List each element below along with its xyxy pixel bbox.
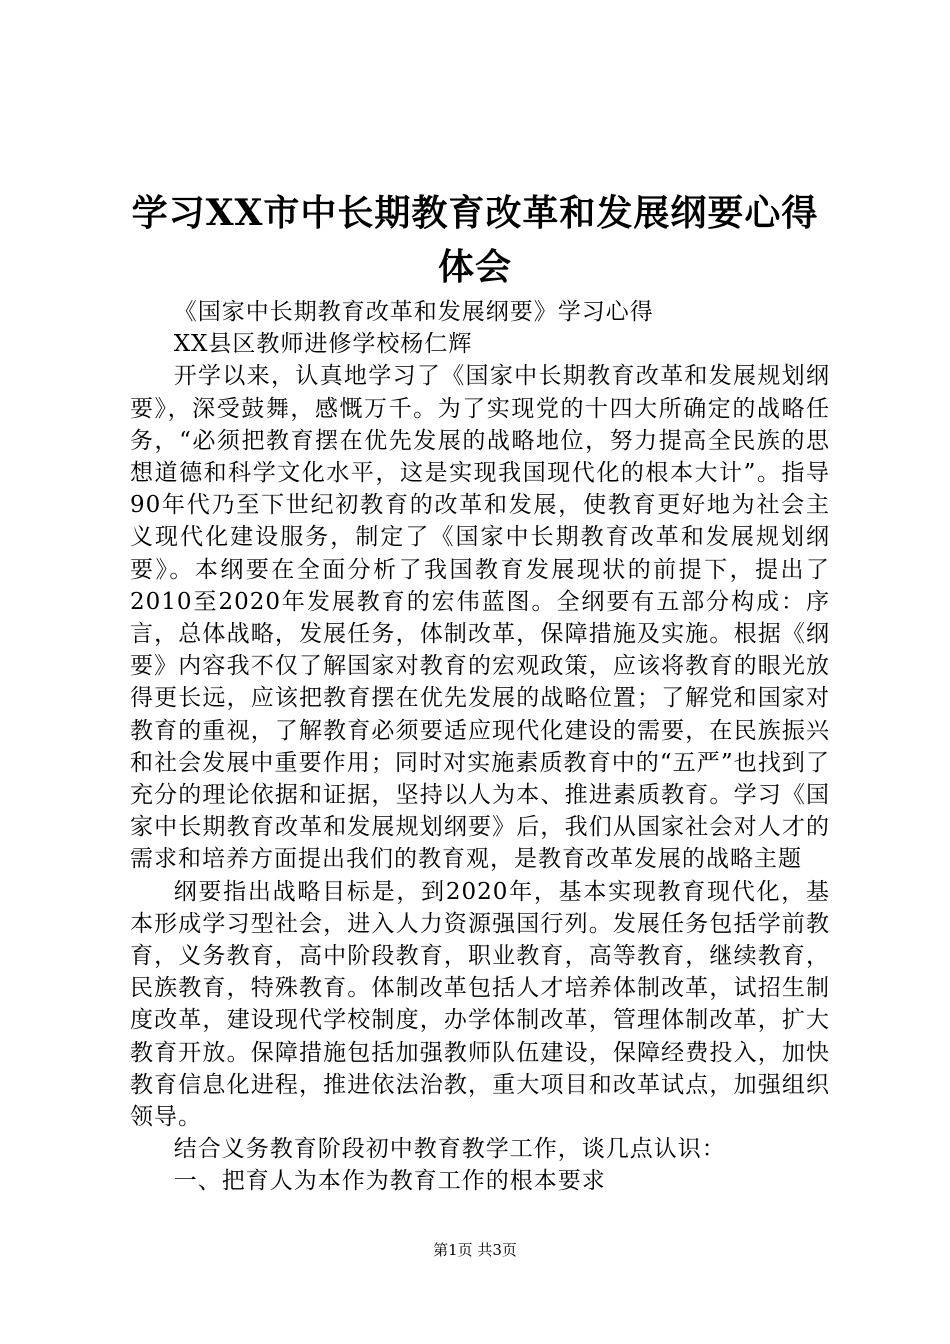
document-title: 学习XX市中长期教育改革和发展纲要心得体会 <box>131 192 819 288</box>
page-footer: 第1页 共3页 <box>433 1241 517 1259</box>
paragraph-body-3: 结合义务教育阶段初中教育教学工作，谈几点认识： <box>173 1136 726 1163</box>
paragraph-subtitle: 《国家中长期教育改革和发展纲要》学习心得 <box>173 299 654 325</box>
paragraph-body-1: 开学以来，认真地学习了《国家中长期教育改革和发展规划纲要》，深受鼓舞，感慨万千。为了实现党的十四大所确定的战略任务，“必须把教育摆在优先发展的战略地位，努力提高全民族的思想道德和科学文化水平，这是实现我国现代化的根本大计”。指导90年代乃至下世纪初教育的改革和发展，使教育更好地为社会主义现代化建设服务，制定了《国家中长期教育改革和发展规划纲要》。本纲要在全面分析了我国教育发展现状的前提下，提出了2010至2020年发展教育的宏伟蓝图。全纲要有五部分构成：序言，总体战略，发展任务，体制改革，保障措施及实施。根据《纲要》内容我不仅了解国家对教育的宏观政策，应该将教育的眼光放得更长远，应该把教育摆在优先发展的战略位置；了解党和国家对教育的重视，了解教育必须要适应现代化建设的需要，在民族振兴和社会发展中重要作用；同时对实施素质教育中的“五严”也找到了充分的理论依据和证据，坚持以人为本、推进素质教育。学习《国家中长期教育改革和发展规划纲要》后，我们从国家社会对人才的需求和培养方面提出我们的教育观，是教育改革发展的战略主题 <box>130 363 830 873</box>
document-body <box>130 296 830 1198</box>
paragraph-body-2: 纲要指出战略目标是，到2020年，基本实现教育现代化，基本形成学习型社会，进入人力资源强国行列。发展任务包括学前教育，义务教育，高中阶段教育，职业教育，高等教育，继续教育，民族教育，特殊教育。体制改革包括人才培养体制改革，试招生制度改革，建设现代学校制度，办学体制改革，管理体制改革，扩大教育开放。保障措施包括加强教师队伍建设，保障经费投入，加快教育信息化进程，推进依法治教，重大项目和改革试点，加强组织领导。 <box>130 878 830 1131</box>
paragraph-heading-1: 一、把育人为本作为教育工作的根本要求 <box>173 1168 606 1195</box>
paragraph-author: XX县区教师进修学校杨仁辉 <box>173 331 473 358</box>
